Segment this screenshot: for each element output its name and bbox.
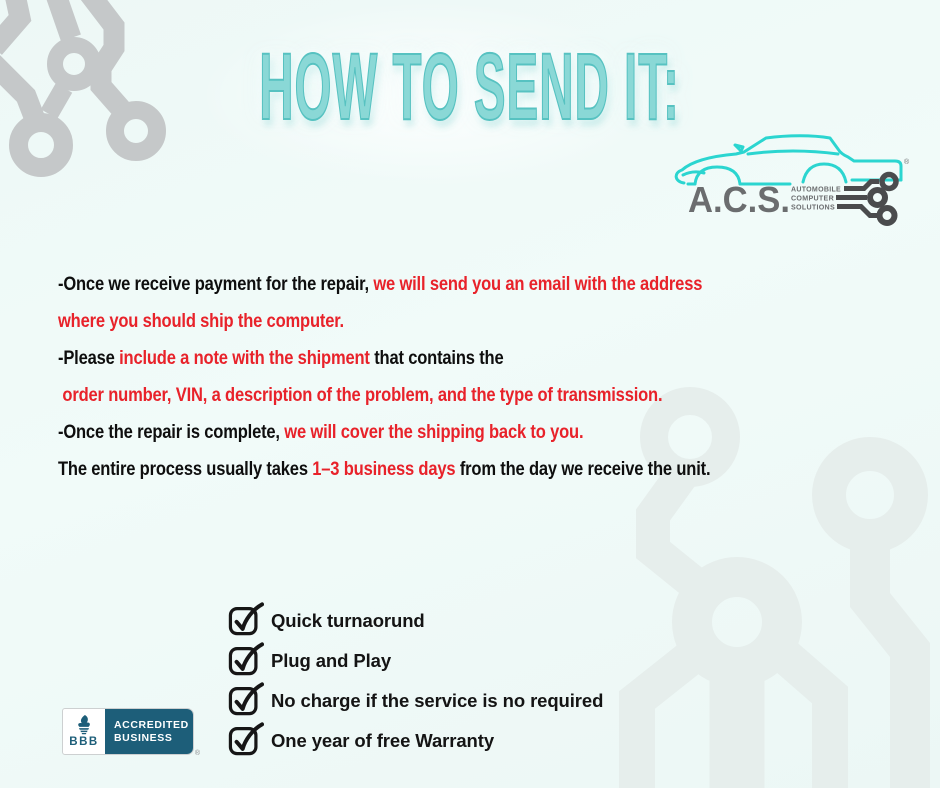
circuit-pattern-top-left-icon — [0, 0, 200, 210]
logo-word-computer: COMPUTER — [791, 193, 835, 203]
bbb-accredited-badge — [62, 708, 200, 757]
acs-logo — [668, 130, 918, 230]
instruction-line — [58, 303, 893, 340]
page-title: HOW TO SEND IT: — [259, 34, 681, 140]
bbb-registered-mark: ® — [194, 750, 200, 757]
logo-word-solutions: SOLUTIONS — [791, 202, 835, 212]
instruction-segment: -Once the repair is complete, — [58, 422, 285, 443]
instruction-segment: we will send you an email with the address — [373, 274, 703, 295]
checklist-item — [228, 642, 603, 676]
instruction-line — [58, 451, 893, 488]
logo-word-automobile: AUTOMOBILE — [791, 184, 841, 194]
bbb-business-text: BUSINESS — [114, 731, 173, 744]
logo-registered-mark: ® — [904, 159, 910, 166]
instruction-segment: 1–3 business days — [312, 459, 456, 480]
checklist-item-label: Quick turnaorund — [271, 609, 425, 631]
bbb-badge-right — [105, 709, 193, 754]
checkbox-checked-icon — [228, 682, 264, 716]
checklist-item-label: Plug and Play — [271, 649, 392, 671]
shipping-instructions — [58, 266, 893, 488]
instruction-segment: include a note with the shipment — [119, 348, 370, 369]
checkbox-checked-icon — [228, 602, 264, 636]
checklist-item-label: One year of free Warranty — [271, 729, 495, 751]
checklist-item-label: No charge if the service is no required — [271, 689, 604, 711]
checkbox-checked-icon — [228, 722, 264, 756]
logo-brand-text: A.C.S. — [688, 179, 790, 220]
bbb-accredited-text: ACCREDITED — [114, 718, 189, 731]
checkbox-checked-icon — [228, 642, 264, 676]
instruction-line — [58, 377, 893, 414]
instruction-segment: where you should ship the computer. — [58, 311, 344, 332]
instruction-line — [58, 266, 893, 303]
benefits-checklist — [228, 602, 603, 762]
bbb-acronym: BBB — [69, 736, 99, 748]
instruction-line — [58, 414, 893, 451]
instruction-segment: order number, VIN, a description of the problem, and the type of transmission. — [58, 385, 663, 406]
bbb-badge-left — [63, 709, 105, 754]
checklist-item — [228, 722, 603, 756]
instruction-segment: -Please — [58, 348, 120, 369]
instruction-segment: from the day we receive the unit. — [455, 459, 711, 480]
instruction-segment: we will cover the shipping back to you. — [284, 422, 584, 443]
truck-outline-icon — [676, 136, 901, 184]
checklist-item — [228, 602, 603, 636]
instruction-line — [58, 340, 893, 377]
checklist-item — [228, 682, 603, 716]
instruction-segment: The entire process usually takes — [58, 459, 313, 480]
instruction-segment: -Once we receive payment for the repair, — [58, 274, 374, 295]
instruction-segment: that contains the — [369, 348, 504, 369]
bbb-torch-icon — [73, 715, 95, 735]
